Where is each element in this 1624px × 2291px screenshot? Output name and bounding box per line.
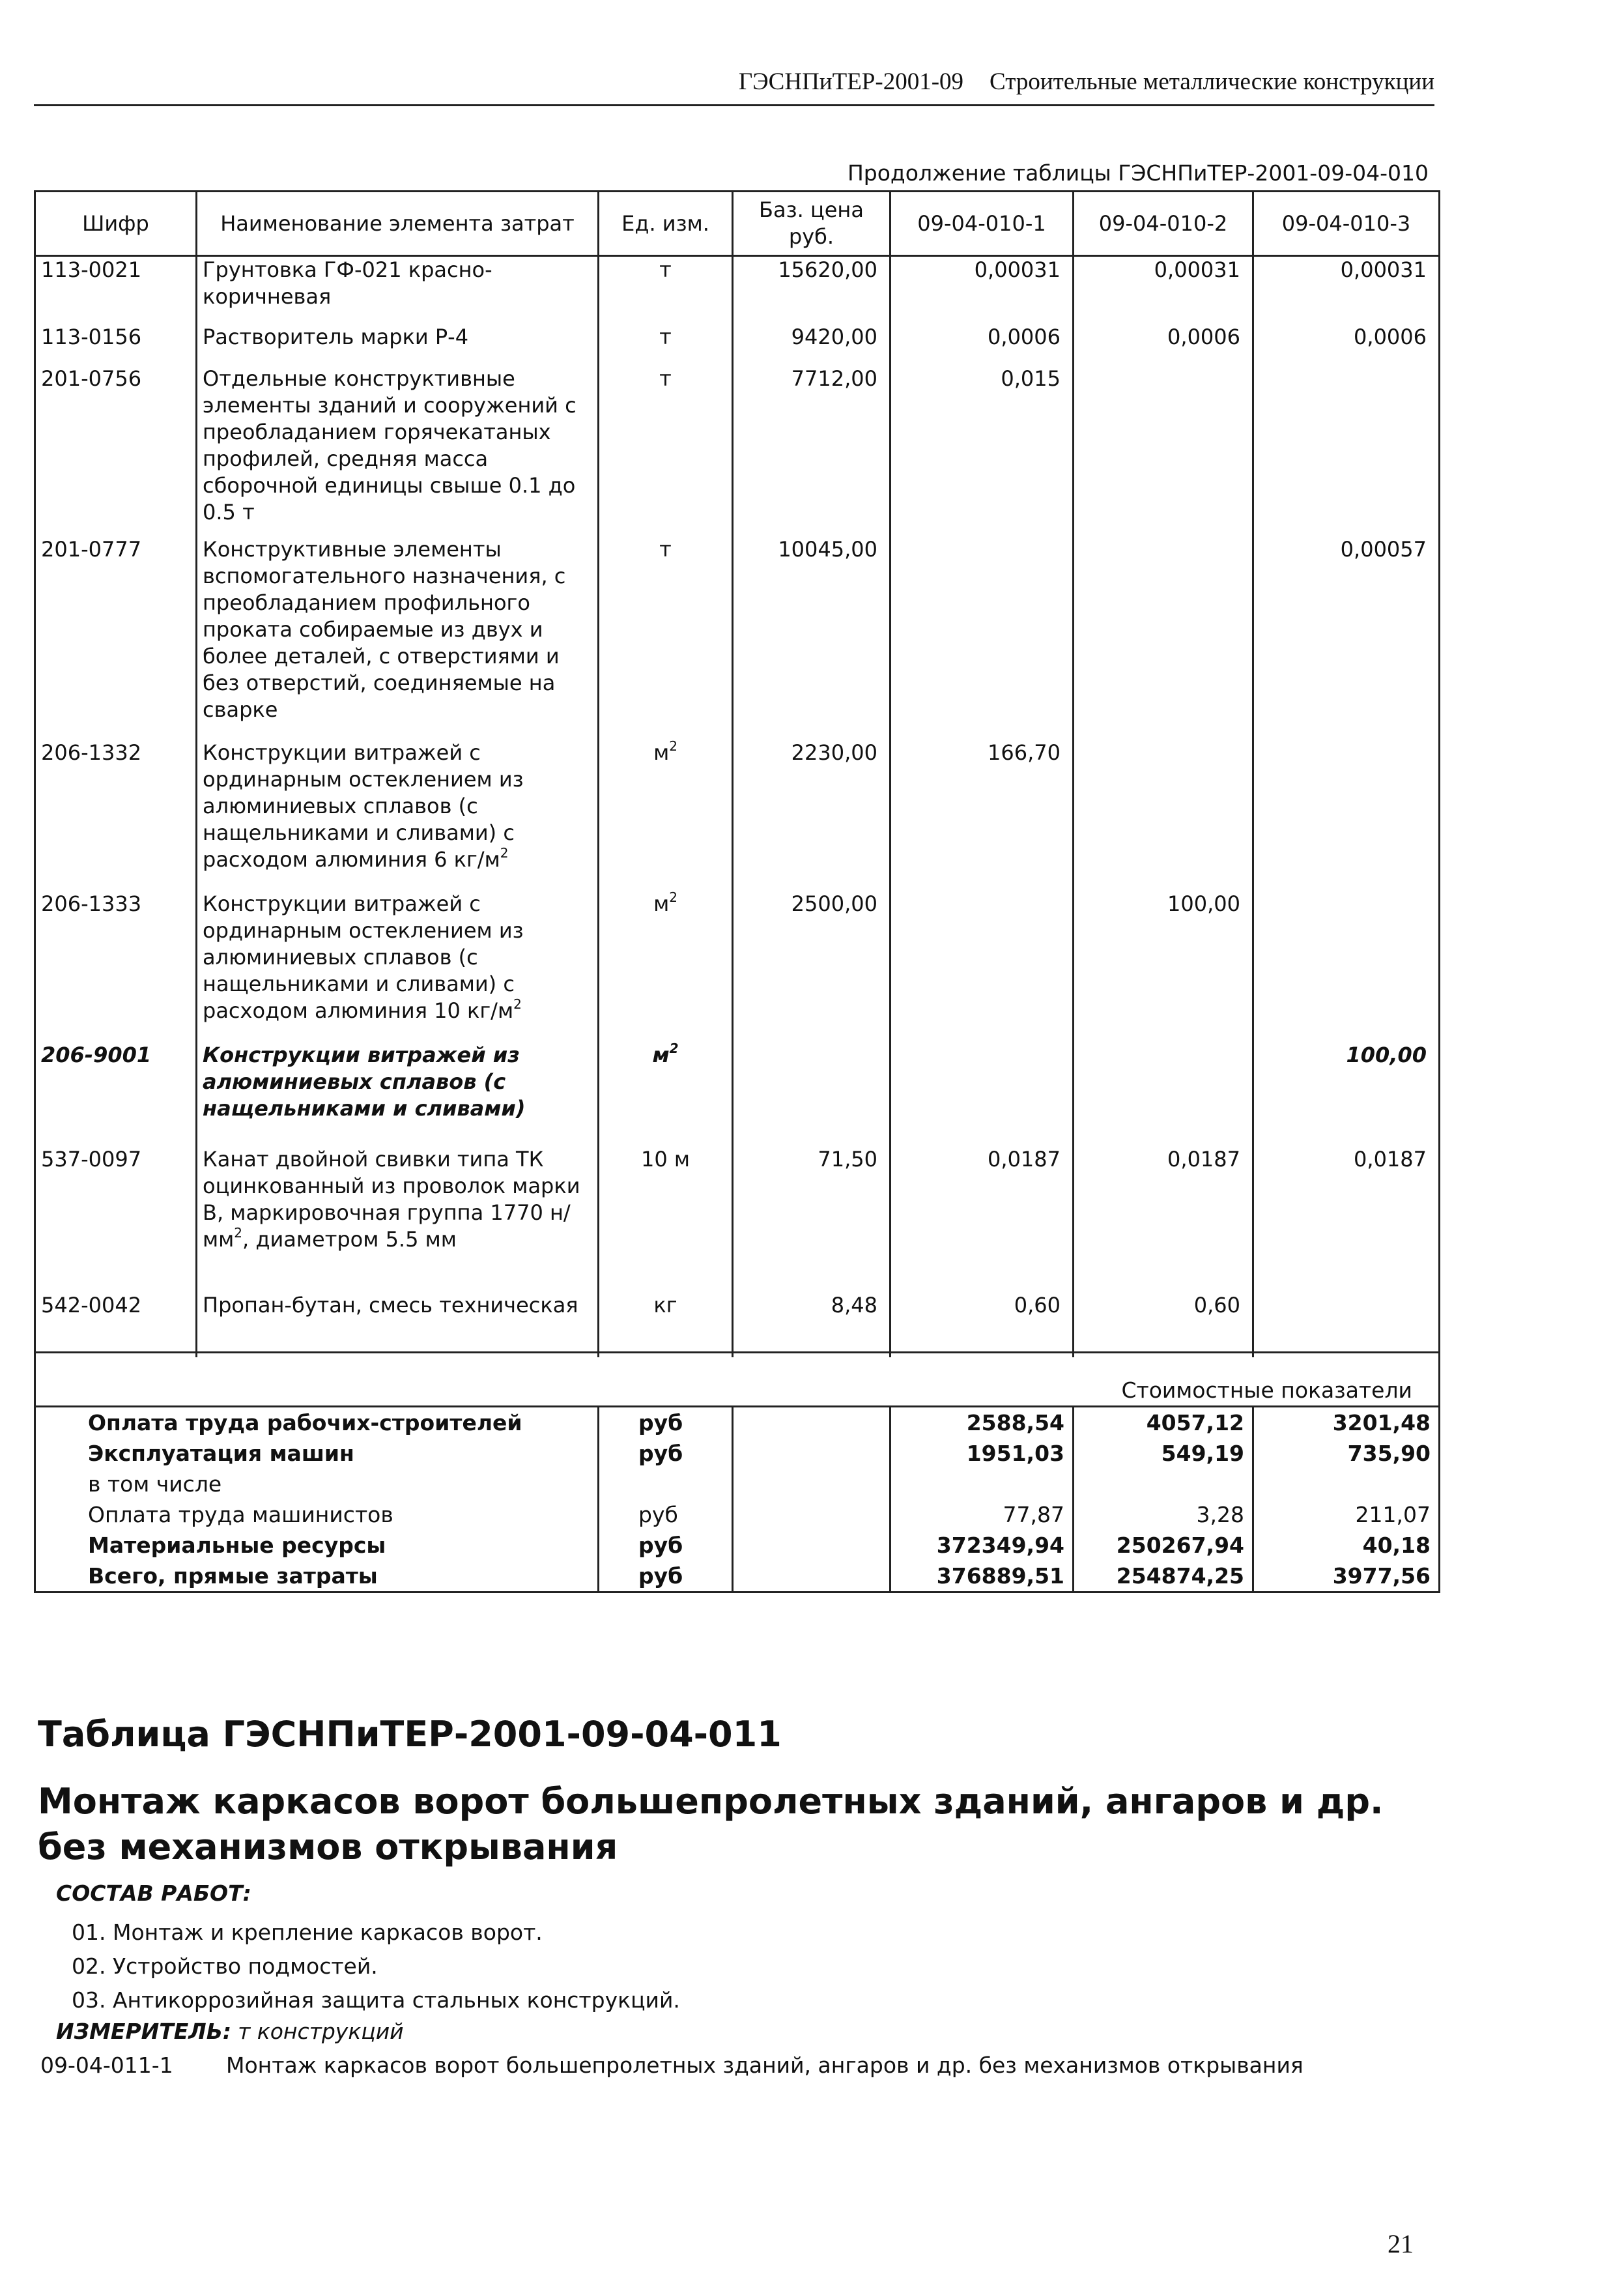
next-table-subtitle: Монтаж каркасов ворот большепролетных зданий, ангаров и др. без механизмов открывания: [38, 1781, 1384, 1867]
row-v1: [890, 1042, 1074, 1146]
cost-empty: [733, 1469, 890, 1499]
table-row: [35, 1292, 1440, 1357]
cost-v1: [890, 1469, 1074, 1499]
header-title: Строительные металлические конструкции: [990, 68, 1434, 95]
row-v3: 0,00057: [1253, 536, 1440, 740]
cost-v1: 372349,94: [890, 1530, 1074, 1561]
table-header-row: [35, 192, 1440, 256]
norm-text: Монтаж каркасов ворот большепролетных зданий, ангаров и др. без механизмов открывания: [226, 2053, 1303, 2078]
row-v3: 100,00: [1253, 1042, 1440, 1146]
col-header-name: Наименование элемента затрат: [197, 192, 599, 256]
norm-item: [40, 2053, 1303, 2078]
page-number: 21: [1388, 2229, 1414, 2258]
measure-label: ИЗМЕРИТЕЛЬ:: [56, 2019, 232, 2044]
row-name-text: Конструкции витражей с ординарным остеклением из алюминиевых сплавов (с нащельниками и сливами) с расходом алюминия 6 кг/м: [203, 740, 524, 872]
col-header-code: Шифр: [35, 192, 197, 256]
cost-v2: 3,28: [1074, 1499, 1253, 1530]
row-v3: 0,0006: [1253, 324, 1440, 366]
row-v2: 100,00: [1074, 891, 1253, 1042]
cost-row: [35, 1499, 1440, 1530]
row-v1: 0,015: [890, 366, 1074, 536]
row-v1: 0,60: [890, 1292, 1074, 1357]
cost-v3: [1253, 1469, 1440, 1499]
list-item: 03. Антикоррозийная защита стальных конструкций.: [72, 1987, 680, 2013]
running-header: [34, 65, 1434, 106]
row-price: 8,48: [733, 1292, 890, 1357]
cost-row: [35, 1438, 1440, 1469]
row-code: 206-1333: [35, 891, 197, 1042]
cost-unit: [599, 1469, 733, 1499]
row-code: 542-0042: [35, 1292, 197, 1357]
cost-label: Эксплуатация машин: [35, 1438, 599, 1469]
row-name: Отдельные конструктивные элементы зданий и сооружений с преобладанием горячекатаных профилей, средняя масса сборочной единицы свыше 0.1 до 0.5 т: [197, 366, 599, 536]
work-list: [72, 1916, 680, 2017]
row-code: 113-0156: [35, 324, 197, 366]
row-v2: [1074, 366, 1253, 536]
row-code: 537-0097: [35, 1146, 197, 1292]
row-v1: 166,70: [890, 740, 1074, 891]
row-price: 71,50: [733, 1146, 890, 1292]
row-v2: [1074, 1042, 1253, 1146]
row-v1: 0,0187: [890, 1146, 1074, 1292]
row-name: Грунтовка ГФ-021 красно-коричневая: [197, 256, 599, 324]
row-price: 10045,00: [733, 536, 890, 740]
row-price: 2230,00: [733, 740, 890, 891]
row-unit-text: м: [652, 1042, 670, 1067]
row-unit: т: [599, 324, 733, 366]
running-header-text: [739, 68, 1434, 96]
next-table-title: Таблица ГЭСНПиТЕР-2001-09-04-011: [38, 1714, 782, 1755]
row-name-text-post: , диаметром 5.5 мм: [242, 1226, 457, 1252]
cost-empty: [733, 1530, 890, 1561]
cost-row: [35, 1561, 1440, 1592]
cost-unit: руб: [599, 1561, 733, 1592]
row-name-text: Конструкции витражей с ординарным остеклением из алюминиевых сплавов (с нащельниками и сливами) с расходом алюминия 10 кг/м: [203, 891, 524, 1023]
row-v3: [1253, 1292, 1440, 1357]
row-unit: т: [599, 256, 733, 324]
cost-v2: 254874,25: [1074, 1561, 1253, 1592]
cost-empty: [733, 1499, 890, 1530]
row-name: [197, 891, 599, 1042]
row-code: 201-0777: [35, 536, 197, 740]
measure-unit-line: [56, 2019, 404, 2044]
cost-v3: 3977,56: [1253, 1561, 1440, 1592]
cost-v3: 3201,48: [1253, 1407, 1440, 1439]
measure-value: т конструкций: [238, 2019, 404, 2044]
row-code: 201-0756: [35, 366, 197, 536]
row-unit: [599, 1042, 733, 1146]
cost-caption-row: [35, 1353, 1440, 1407]
cost-unit: руб: [599, 1438, 733, 1469]
cost-v2: 4057,12: [1074, 1407, 1253, 1439]
row-name: Конструкции витражей из алюминиевых сплавов (с нащельниками и сливами): [197, 1042, 599, 1146]
continuation-caption: Продолжение таблицы ГЭСНПиТЕР-2001-09-04-010: [847, 160, 1429, 186]
col-header-v2: 09-04-010-2: [1074, 192, 1253, 256]
cost-unit: руб: [599, 1407, 733, 1439]
col-header-price: Баз. цена руб.: [733, 192, 890, 256]
cost-label: Всего, прямые затраты: [35, 1561, 599, 1592]
cost-row: [35, 1469, 1440, 1499]
row-unit-sup: 2: [669, 738, 677, 754]
row-name: Пропан-бутан, смесь техническая: [197, 1292, 599, 1357]
cost-label: Оплата труда рабочих-строителей: [35, 1407, 599, 1439]
row-unit: кг: [599, 1292, 733, 1357]
row-name-text: Канат двойной свивки типа ТК оцинкованный из проволок марки В, маркировочная группа 1770 н/мм: [203, 1146, 580, 1252]
row-v2: 0,00031: [1074, 256, 1253, 324]
cost-caption: Стоимостные показатели: [35, 1353, 1440, 1407]
col-header-v3: 09-04-010-3: [1253, 192, 1440, 256]
row-v3: 0,0187: [1253, 1146, 1440, 1292]
cost-v3: 211,07: [1253, 1499, 1440, 1530]
cost-v3: 735,90: [1253, 1438, 1440, 1469]
row-name-sup: 2: [513, 996, 522, 1012]
cost-v2: 250267,94: [1074, 1530, 1253, 1561]
row-name: [197, 1146, 599, 1292]
cost-empty: [733, 1561, 890, 1592]
norm-code: 09-04-011-1: [40, 2053, 173, 2078]
work-composition-label: СОСТАВ РАБОТ:: [56, 1880, 251, 1906]
table-row: [35, 536, 1440, 740]
row-v1: [890, 891, 1074, 1042]
row-unit: т: [599, 536, 733, 740]
list-item: 02. Устройство подмостей.: [72, 1953, 378, 1979]
cost-v1: 1951,03: [890, 1438, 1074, 1469]
row-v2: [1074, 536, 1253, 740]
cost-v3: 40,18: [1253, 1530, 1440, 1561]
cost-v1: 2588,54: [890, 1407, 1074, 1439]
row-unit: [599, 891, 733, 1042]
row-v3: [1253, 366, 1440, 536]
cost-label: Материальные ресурсы: [35, 1530, 599, 1561]
row-v3: [1253, 740, 1440, 891]
cost-indicators-table: [34, 1351, 1440, 1593]
table-row: [35, 256, 1440, 324]
row-unit-sup: 2: [669, 1040, 679, 1056]
row-price: 9420,00: [733, 324, 890, 366]
list-item: 01. Монтаж и крепление каркасов ворот.: [72, 1920, 543, 1945]
row-v3: 0,00031: [1253, 256, 1440, 324]
cost-row: [35, 1530, 1440, 1561]
col-header-v1: 09-04-010-1: [890, 192, 1074, 256]
cost-label: Оплата труда машинистов: [35, 1499, 599, 1530]
cost-v2: [1074, 1469, 1253, 1499]
table-row: [35, 891, 1440, 1042]
row-price: 2500,00: [733, 891, 890, 1042]
cost-empty: [733, 1407, 890, 1439]
row-v3: [1253, 891, 1440, 1042]
row-code: 206-1332: [35, 740, 197, 891]
row-name: [197, 740, 599, 891]
row-name: Конструктивные элементы вспомогательного назначения, с преобладанием профильного проката собираемые из двух и более деталей, с отверстиями и без отверстий, соединяемые на сварке: [197, 536, 599, 740]
row-price: 7712,00: [733, 366, 890, 536]
row-v2: 0,0006: [1074, 324, 1253, 366]
row-v1: [890, 536, 1074, 740]
row-v1: 0,00031: [890, 256, 1074, 324]
row-unit: [599, 740, 733, 891]
row-name: Растворитель марки Р-4: [197, 324, 599, 366]
row-name-sup: 2: [500, 844, 509, 861]
row-unit-sup: 2: [669, 889, 677, 905]
row-v1: 0,0006: [890, 324, 1074, 366]
row-name-sup: 2: [234, 1224, 243, 1241]
cost-label: в том числе: [35, 1469, 599, 1499]
row-v2: [1074, 740, 1253, 891]
table-row: [35, 366, 1440, 536]
cost-row: [35, 1407, 1440, 1439]
resources-table: [34, 190, 1440, 1357]
row-price: [733, 1042, 890, 1146]
header-code: ГЭСНПиТЕР-2001-09: [738, 68, 964, 95]
cost-v1: 376889,51: [890, 1561, 1074, 1592]
row-v2: 0,0187: [1074, 1146, 1253, 1292]
cost-empty: [733, 1438, 890, 1469]
table-row: [35, 1042, 1440, 1146]
row-code: 113-0021: [35, 256, 197, 324]
cost-v1: 77,87: [890, 1499, 1074, 1530]
table-row: [35, 740, 1440, 891]
row-unit: 10 м: [599, 1146, 733, 1292]
row-code: 206-9001: [35, 1042, 197, 1146]
col-header-unit: Ед. изм.: [599, 192, 733, 256]
row-unit-text: м: [653, 740, 670, 765]
row-v2: 0,60: [1074, 1292, 1253, 1357]
cost-unit: руб: [599, 1499, 733, 1530]
table-row: [35, 324, 1440, 366]
cost-v2: 549,19: [1074, 1438, 1253, 1469]
row-unit-text: м: [653, 891, 670, 916]
table-row: [35, 1146, 1440, 1292]
row-price: 15620,00: [733, 256, 890, 324]
row-unit: т: [599, 366, 733, 536]
cost-unit: руб: [599, 1530, 733, 1561]
